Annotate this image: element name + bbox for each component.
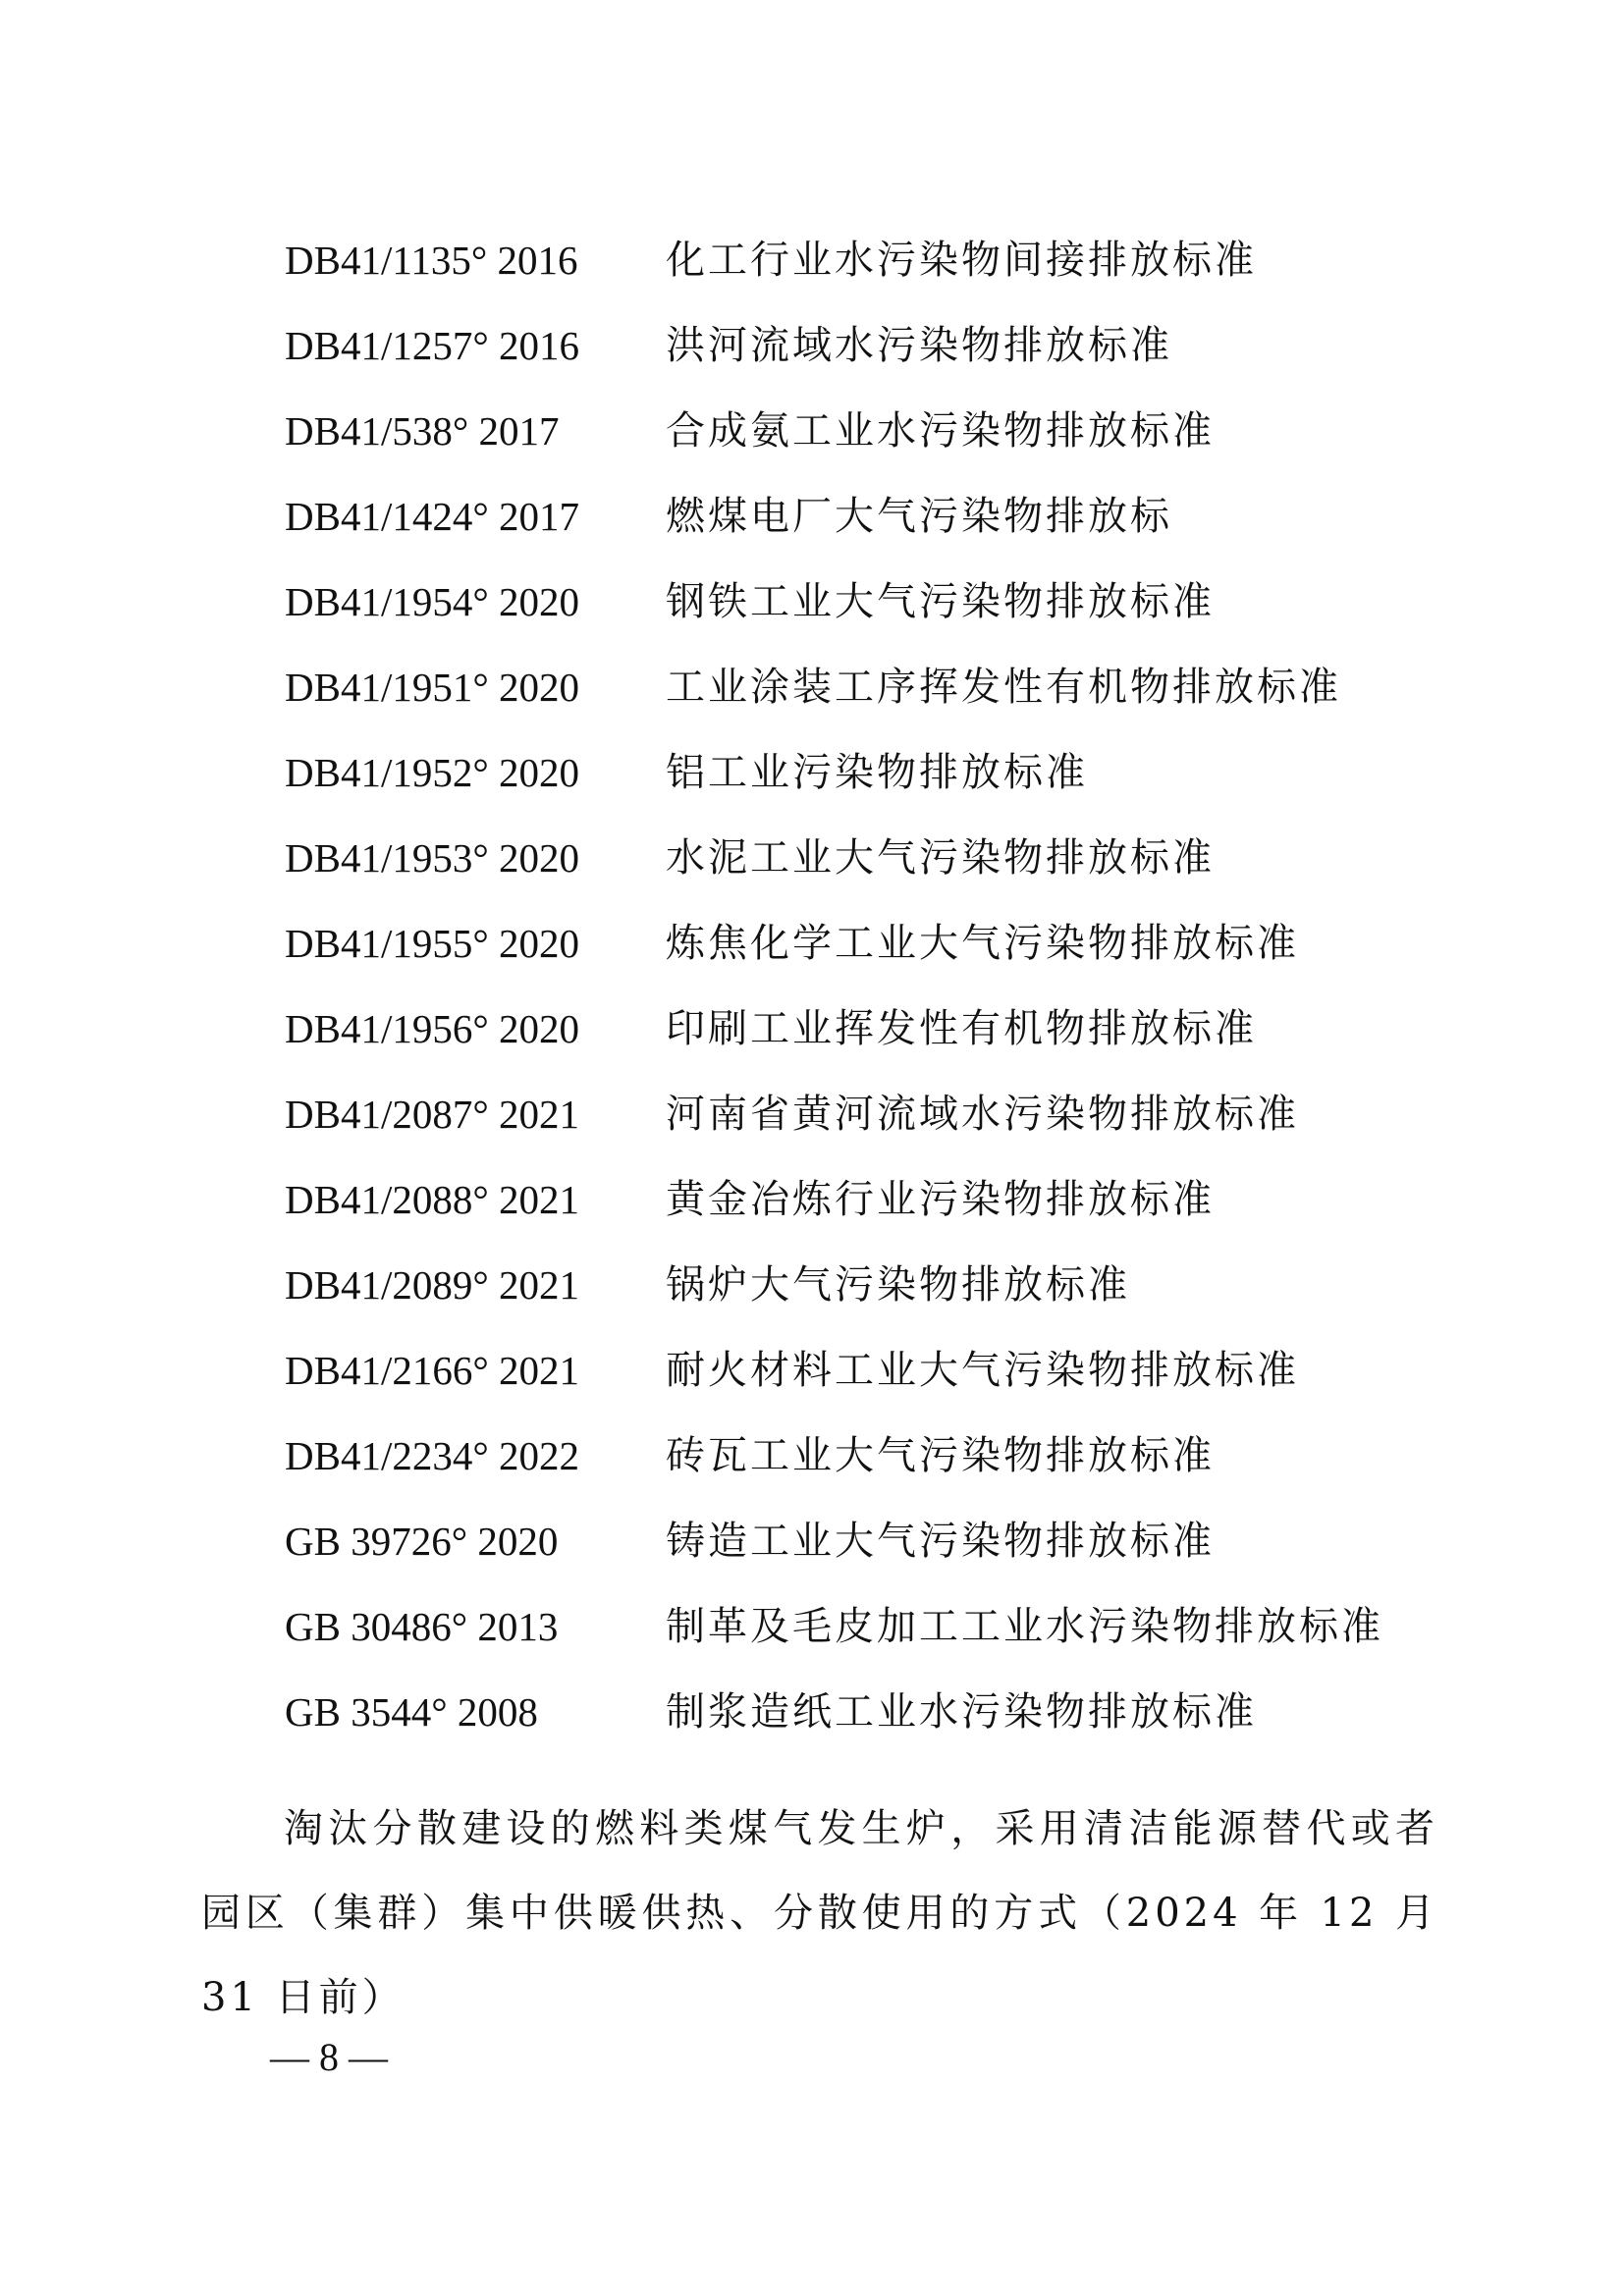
standard-row (285, 389, 1463, 474)
standard-row (285, 1328, 1463, 1414)
standard-name: 水泥工业大气污染物排放标准 (666, 835, 1215, 881)
standard-code: DB41/2089° 2021 (285, 1262, 579, 1308)
standards-list (285, 218, 1463, 1755)
standard-code: DB41/538° 2017 (285, 408, 560, 454)
standard-name: 钢铁工业大气污染物排放标准 (666, 579, 1215, 624)
standard-code: DB41/1954° 2020 (285, 579, 579, 624)
standard-name: 锅炉大气污染物排放标准 (666, 1262, 1130, 1308)
standard-name: 洪河流域水污染物排放标准 (666, 323, 1172, 368)
standard-row (285, 1499, 1463, 1584)
standard-code: DB41/1951° 2020 (285, 665, 579, 710)
standard-row (285, 1072, 1463, 1157)
standard-code: DB41/2088° 2021 (285, 1177, 579, 1222)
standard-code: GB 3544° 2008 (285, 1689, 538, 1735)
body-paragraph: 淘汰分散建设的燃料类煤气发生炉，采用清洁能源替代或者园区（集群）集中供暖供热、分散使用的方式（2024 年 12 月 31 日前） (201, 1806, 1438, 2020)
standard-row (285, 901, 1463, 987)
standard-code: DB41/1424° 2017 (285, 494, 579, 539)
standard-name: 制浆造纸工业水污染物排放标准 (666, 1689, 1257, 1735)
standard-code: DB41/1257° 2016 (285, 323, 579, 368)
standard-name: 工业涂装工序挥发性有机物排放标准 (666, 665, 1341, 710)
standard-code: DB41/2087° 2021 (285, 1092, 579, 1137)
standard-code: DB41/1135° 2016 (285, 238, 578, 283)
standard-code: DB41/1952° 2020 (285, 750, 579, 795)
standard-row (285, 1243, 1463, 1328)
standard-code: DB41/1953° 2020 (285, 835, 579, 881)
standard-row (285, 1414, 1463, 1499)
standard-name: 炼焦化学工业大气污染物排放标准 (666, 921, 1299, 966)
standard-code: DB41/2166° 2021 (285, 1348, 579, 1393)
standard-name: 铸造工业大气污染物排放标准 (666, 1519, 1215, 1564)
standard-row (285, 816, 1463, 901)
standard-name: 合成氨工业水污染物排放标准 (666, 408, 1215, 454)
standard-name: 河南省黄河流域水污染物排放标准 (666, 1092, 1299, 1137)
standard-name: 制革及毛皮加工工业水污染物排放标准 (666, 1604, 1383, 1649)
standard-code: DB41/2234° 2022 (285, 1433, 579, 1478)
standard-code: GB 39726° 2020 (285, 1519, 559, 1564)
standard-code: DB41/1955° 2020 (285, 921, 579, 966)
page-number: — 8 — (270, 2035, 388, 2079)
standard-row (285, 1670, 1463, 1755)
standard-row (285, 645, 1463, 730)
standard-row (285, 560, 1463, 645)
standard-row (285, 218, 1463, 303)
standard-row (285, 730, 1463, 816)
standard-row (285, 987, 1463, 1072)
standard-name: 铝工业污染物排放标准 (666, 750, 1088, 795)
standard-name: 化工行业水污染物间接排放标准 (666, 238, 1257, 283)
standard-code: GB 30486° 2013 (285, 1604, 559, 1649)
standard-name: 印刷工业挥发性有机物排放标准 (666, 1006, 1257, 1051)
standard-row (285, 1157, 1463, 1243)
standard-name: 黄金冶炼行业污染物排放标准 (666, 1177, 1215, 1222)
standard-row (285, 303, 1463, 389)
standard-name: 砖瓦工业大气污染物排放标准 (666, 1433, 1215, 1478)
standard-row (285, 474, 1463, 560)
standard-name: 燃煤电厂大气污染物排放标 (666, 494, 1172, 539)
standard-name: 耐火材料工业大气污染物排放标准 (666, 1348, 1299, 1393)
standard-row (285, 1584, 1463, 1670)
standard-code: DB41/1956° 2020 (285, 1006, 579, 1051)
